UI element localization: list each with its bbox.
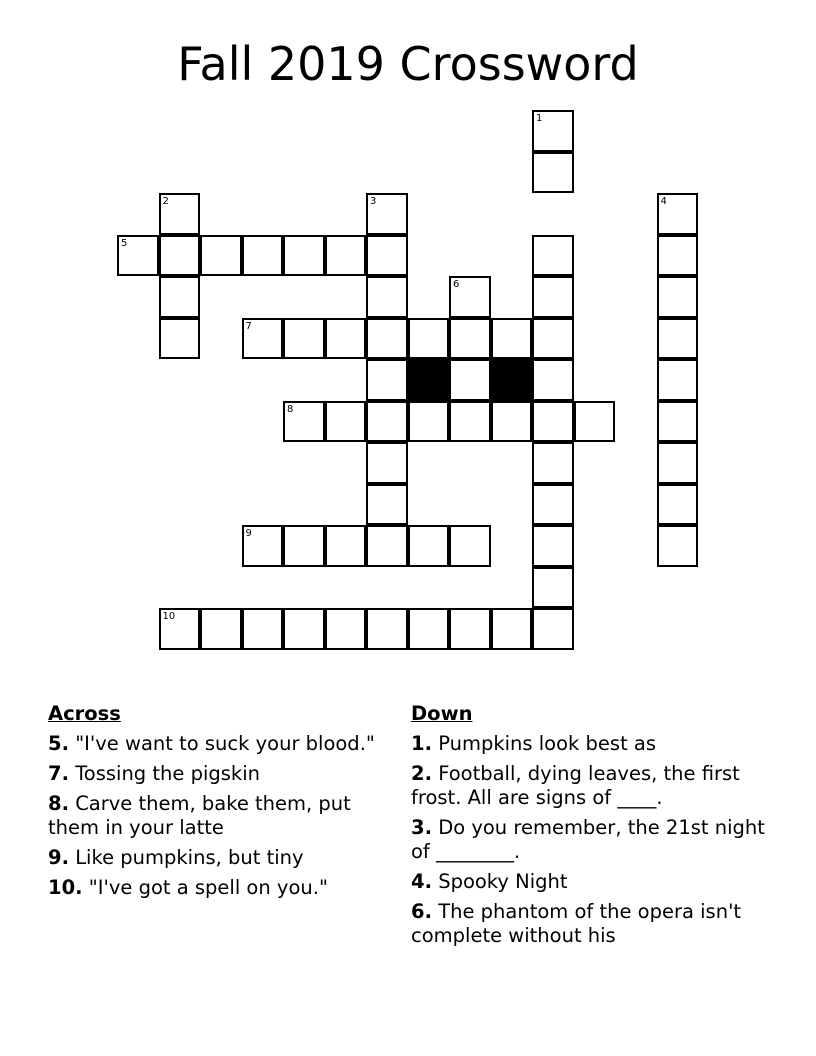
clue-across-5 [48,732,378,756]
grid-cell[interactable] [366,318,408,360]
grid-cell[interactable] [532,359,574,401]
grid-cell[interactable] [532,567,574,609]
grid-cell[interactable] [657,359,699,401]
clue-number: 1. [411,732,432,755]
grid-cell[interactable] [117,235,159,277]
clue-number: 7. [48,762,69,785]
grid-cell[interactable] [325,608,367,650]
grid-cell[interactable] [366,401,408,443]
clue-across-9 [48,846,378,870]
clue-down-6 [411,900,771,948]
clue-number: 10. [48,876,83,899]
grid-cell[interactable] [242,318,284,360]
across-clues [48,702,378,906]
clue-number: 3. [411,816,432,839]
clue-number: 9. [48,846,69,869]
grid-cell[interactable] [159,608,201,650]
clue-text: Carve them, bake them, put them in your latte [48,792,351,839]
grid-cell[interactable] [532,484,574,526]
clue-text: Like pumpkins, but tiny [75,846,304,869]
clue-text: "I've want to suck your blood." [75,732,375,755]
grid-cell[interactable] [366,193,408,235]
cell-number: 2 [162,196,169,207]
grid-cell[interactable] [657,442,699,484]
grid-cell[interactable] [366,525,408,567]
grid-cell[interactable] [283,608,325,650]
grid-cell[interactable] [242,608,284,650]
clue-across-10 [48,876,378,900]
grid-cell[interactable] [491,401,533,443]
clue-text: Do you remember, the 21st night of ________. [411,816,765,863]
grid-cell[interactable] [532,525,574,567]
grid-cell[interactable] [449,318,491,360]
grid-cell[interactable] [283,235,325,277]
grid-cell[interactable] [532,110,574,152]
grid-cell[interactable] [159,276,201,318]
grid-cell[interactable] [532,608,574,650]
down-heading: Down [411,702,473,725]
grid-cell[interactable] [408,401,450,443]
clue-down-1 [411,732,771,756]
cell-number: 5 [121,237,128,249]
clue-number: 5. [48,732,69,755]
grid-cell[interactable] [325,235,367,277]
grid-cell[interactable] [657,318,699,360]
grid-cell[interactable] [657,276,699,318]
across-heading: Across [48,702,121,725]
grid-cell[interactable] [532,235,574,277]
grid-cell[interactable] [449,608,491,650]
grid-cell[interactable] [532,401,574,443]
cell-number: 6 [453,279,460,290]
grid-cell[interactable] [532,276,574,318]
grid-cell[interactable] [532,318,574,360]
grid-cell[interactable] [283,318,325,360]
cell-number: 4 [660,196,667,207]
grid-cell[interactable] [159,318,201,360]
clue-number: 4. [411,870,432,893]
grid-cell[interactable] [325,525,367,567]
clue-text: "I've got a spell on you." [88,876,328,899]
clue-number: 6. [411,900,432,923]
grid-cell[interactable] [366,359,408,401]
page-title: Fall 2019 Crossword [177,37,639,91]
grid-cell[interactable] [366,442,408,484]
clue-text: Tossing the pigskin [75,762,260,785]
grid-cell[interactable] [491,608,533,650]
grid-cell[interactable] [408,608,450,650]
black-square [408,359,450,401]
grid-cell[interactable] [366,276,408,318]
clue-text: Pumpkins look best as [438,732,657,755]
grid-cell[interactable] [532,442,574,484]
cell-number: 8 [287,403,294,415]
grid-cell[interactable] [325,401,367,443]
grid-cell[interactable] [366,484,408,526]
grid-cell[interactable] [657,235,699,277]
clue-text: Spooky Night [438,870,568,893]
down-clues [411,702,771,954]
grid-cell[interactable] [283,401,325,443]
grid-cell[interactable] [200,235,242,277]
grid-cell[interactable] [657,525,699,567]
clue-down-3 [411,816,771,864]
cell-number: 9 [245,528,252,539]
grid-cell[interactable] [159,193,201,235]
grid-cell[interactable] [325,318,367,360]
grid-cell[interactable] [366,608,408,650]
grid-cell[interactable] [532,152,574,194]
cell-number: 7 [245,320,252,332]
cell-number: 1 [536,113,543,124]
grid-cell[interactable] [657,193,699,235]
grid-cell[interactable] [449,276,491,318]
grid-cell[interactable] [657,484,699,526]
grid-cell[interactable] [283,525,325,567]
grid-cell[interactable] [408,525,450,567]
clue-text: The phantom of the opera isn't complete without his [411,900,742,947]
clue-down-2 [411,762,771,810]
grid-cell[interactable] [366,235,408,277]
grid-cell[interactable] [574,401,616,443]
grid-cell[interactable] [449,525,491,567]
grid-cell[interactable] [242,235,284,277]
grid-cell[interactable] [449,359,491,401]
black-square [491,359,533,401]
clue-down-4 [411,870,771,894]
clue-across-8 [48,792,378,840]
cell-number: 3 [370,196,377,207]
clue-text: Football, dying leaves, the first frost. All are signs of ____. [411,762,740,809]
grid-cell[interactable] [159,235,201,277]
grid-cell[interactable] [408,318,450,360]
clue-number: 8. [48,792,69,815]
grid-cell[interactable] [200,608,242,650]
grid-cell[interactable] [491,318,533,360]
clue-across-7 [48,762,378,786]
clue-number: 2. [411,762,432,785]
grid-cell[interactable] [449,401,491,443]
grid-cell[interactable] [242,525,284,567]
cell-number: 10 [162,611,176,622]
grid-cell[interactable] [657,401,699,443]
